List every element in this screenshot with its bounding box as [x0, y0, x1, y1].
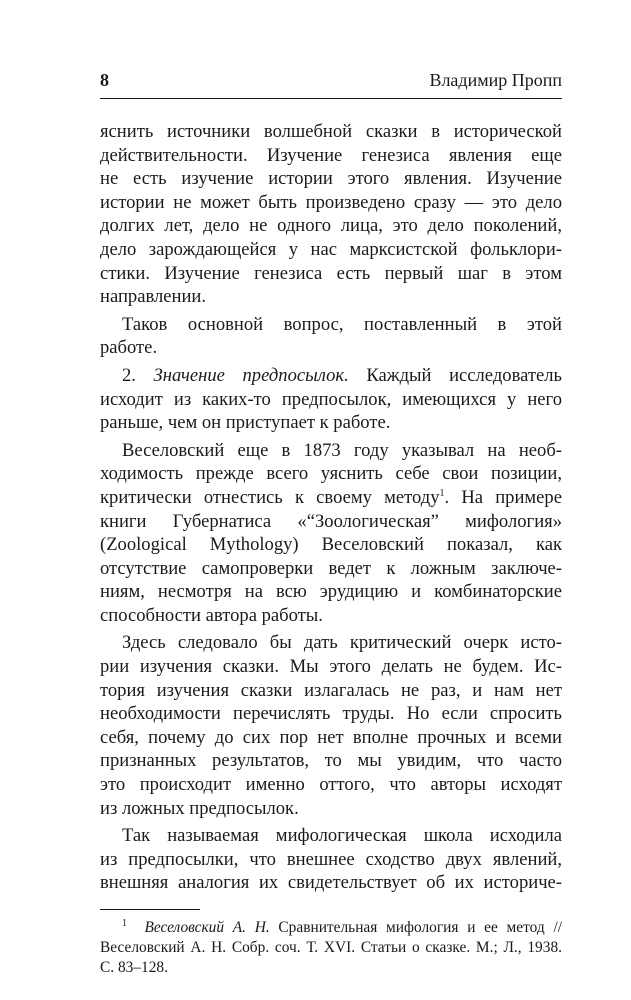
- text-line: это происходит именно оттого, что авторы исходят: [100, 774, 562, 796]
- text-line: из предпосылки, что внешнее сходство двух явлений,: [100, 848, 562, 870]
- text-line: себя, почему до сих пор нет вполне прочных и всеми: [100, 726, 562, 748]
- text-line: книги Губернатиса «“Зоологическая” мифология»: [100, 510, 562, 532]
- text-line: Таков основной вопрос, поставленный в этой: [122, 313, 562, 335]
- text-line: ниям, несмотря на всю эрудицию и комбинаторские: [100, 581, 562, 603]
- paragraph-3: [100, 364, 562, 435]
- text-line: не есть изучение истории этого явления. Изучение: [100, 168, 562, 190]
- text-line: необходимости перечислять труды. Но если спросить: [100, 703, 562, 725]
- text-line: тория изучения сказки излагалась не раз, и нам нет: [100, 679, 562, 701]
- text-line: способности автора работы.: [100, 604, 323, 626]
- footnote-line: С. 83–128.: [100, 959, 168, 976]
- footnote-marker: 1: [122, 917, 127, 929]
- text-line: работе.: [100, 337, 158, 359]
- text-line: Здесь следовало бы дать критический очерк исто-: [122, 632, 562, 654]
- main-text: [100, 120, 562, 895]
- text-line: (Zoological Mythology) Веселовский показал, как: [100, 534, 562, 556]
- footnote-line: $^1$ Веселовский А. Н. Сравнительная мифология и ее метод //: [122, 917, 562, 936]
- text-line: 2. Значение предпосылок. Каждый исследователь: [122, 364, 563, 386]
- paragraph-1: [100, 120, 562, 309]
- section-number: 2.: [122, 364, 154, 386]
- footnote: [100, 918, 562, 978]
- text-line: критически отнестись к своему методу$^1$. На примере: [100, 486, 562, 508]
- text-line: действительности. Изучение генезиса явления еще: [100, 144, 562, 166]
- book-page: [100, 70, 562, 978]
- text-line: исходит из каких-то предпосылок, имеющихся у него: [100, 388, 562, 410]
- running-head: [100, 70, 562, 98]
- text-line: направлении.: [100, 286, 207, 308]
- page-number: 8: [100, 70, 109, 90]
- text-line: дело зарождающейся у нас марксистской фольклори-: [100, 238, 562, 260]
- footnote-author: Веселовский А. Н.: [144, 919, 270, 936]
- text-line: стики. Изучение генезиса есть первый шаг в этом: [100, 262, 562, 284]
- text-line: истории не может быть произведено сразу — это дело: [100, 191, 562, 213]
- text-line: раньше, чем он приступает к работе.: [100, 412, 391, 434]
- text-line: яснить источники волшебной сказки в исторической: [100, 121, 562, 142]
- text-line: внешняя аналогия их свидетельствует об их историче-: [100, 872, 562, 894]
- text-line: долгих лет, дело не одного лица, это дело поколений,: [100, 215, 562, 237]
- text-line: Так называемая мифологическая школа исходила: [122, 825, 562, 847]
- text-line: признанных результатов, то мы увидим, что часто: [100, 750, 562, 772]
- header-rule: [100, 98, 562, 99]
- section-title: Значение предпосылок.: [153, 364, 349, 386]
- paragraph-5: [100, 631, 562, 820]
- text-line: Веселовский еще в 1873 году указывал на необ-: [122, 439, 562, 461]
- text-line: отсутствие самопроверки ведет к ложным заключе-: [100, 557, 562, 579]
- text-line: ходимость прежде всего уяснить себе свои позиции,: [100, 463, 562, 485]
- text-line: рии изучения сказки. Мы этого делать не будем. Ис-: [100, 656, 562, 678]
- running-head-author: Владимир Пропп: [429, 70, 562, 90]
- paragraph-4: [100, 439, 562, 628]
- footnote-reference[interactable]: 1: [439, 487, 445, 499]
- footnote-rule: [100, 909, 200, 910]
- paragraph-6: [100, 824, 562, 895]
- footnote-line: Веселовский А. Н. Собр. соч. Т. XVI. Статьи о сказке. М.; Л., 1938.: [100, 939, 562, 956]
- paragraph-2: [100, 313, 562, 360]
- text-line: из ложных предпосылок.: [100, 797, 299, 819]
